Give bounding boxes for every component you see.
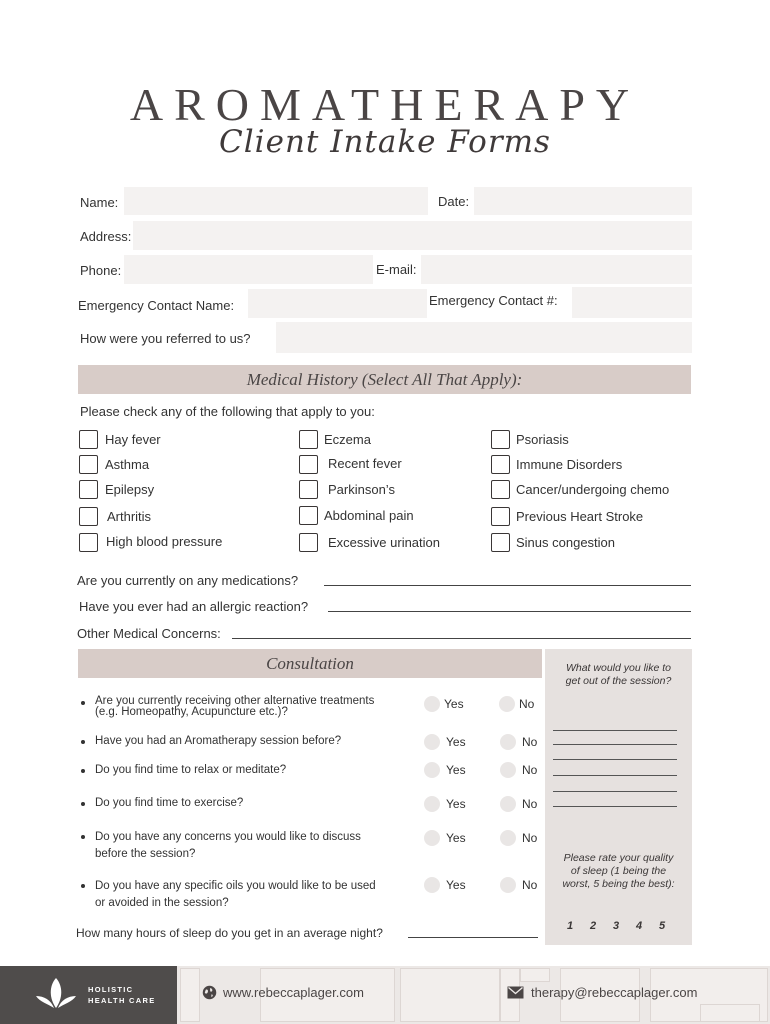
other-concerns-line[interactable]: [232, 638, 691, 639]
no-radio[interactable]: [500, 762, 516, 778]
consultation-title: Consultation: [266, 654, 354, 673]
rating-3[interactable]: 3: [613, 920, 620, 932]
no-label: No: [522, 878, 538, 892]
sleep-hours-line[interactable]: [408, 937, 538, 938]
checkbox-label: Parkinson’s: [328, 482, 395, 497]
footer-decoration-image-5: [180, 968, 200, 1022]
checkbox-immune-disorders[interactable]: [491, 455, 510, 474]
no-radio[interactable]: [500, 877, 516, 893]
yes-radio[interactable]: [424, 830, 440, 846]
medical-history-bar: [78, 365, 691, 394]
rating-question-line: of sleep (1 being the: [570, 865, 667, 877]
yes-label: Yes: [444, 697, 464, 711]
yes-radio[interactable]: [424, 734, 440, 750]
emergency-number-label: Emergency Contact #:: [429, 293, 558, 308]
goal-line-1[interactable]: [553, 730, 677, 731]
medications-line[interactable]: [324, 585, 691, 586]
checkbox-label: Cancer/undergoing chemo: [516, 482, 670, 497]
checkbox-label: Epilepsy: [105, 482, 155, 497]
checkbox-high-blood-pressure[interactable]: [79, 533, 98, 552]
no-label: No: [519, 697, 535, 711]
checkbox-label: Sinus congestion: [516, 535, 616, 550]
footer-decoration-image-7: [520, 968, 550, 982]
date-label: Date:: [438, 194, 470, 209]
checkbox-arthritis[interactable]: [79, 507, 98, 526]
rating-2[interactable]: 2: [590, 920, 597, 932]
rating-5[interactable]: 5: [659, 920, 666, 932]
address-label: Address:: [80, 229, 132, 244]
consultation-bar: [78, 649, 542, 678]
checkbox-label: Psoriasis: [516, 432, 569, 447]
question-line: Are you currently receiving other alternative treatments: [95, 695, 375, 707]
yes-label: Yes: [446, 831, 466, 845]
address-field[interactable]: [133, 221, 692, 250]
bullet: [81, 835, 85, 839]
yes-label: Yes: [446, 763, 466, 777]
question-line: before the session?: [95, 848, 196, 860]
checkbox-label: Abdominal pain: [324, 508, 414, 523]
checkbox-label: Arthritis: [107, 509, 152, 524]
checkbox-excessive-urination[interactable]: [299, 533, 318, 552]
no-radio[interactable]: [500, 734, 516, 750]
checkbox-parkinsons[interactable]: [299, 480, 318, 499]
question-line: or avoided in the session?: [95, 897, 229, 909]
checkbox-hay-fever[interactable]: [79, 430, 98, 449]
rating-4[interactable]: 4: [636, 920, 643, 932]
yes-radio[interactable]: [424, 877, 440, 893]
rating-1[interactable]: 1: [567, 920, 574, 932]
no-radio[interactable]: [500, 830, 516, 846]
question-line: Do you have any specific oils you would like to be used: [95, 880, 376, 892]
medications-label: Are you currently on any medications?: [77, 573, 299, 588]
medical-history-title: Medical History (Select All That Apply):: [246, 370, 523, 389]
checkbox-label: Hay fever: [105, 432, 161, 447]
referral-label: How were you referred to us?: [80, 331, 251, 346]
checkbox-eczema[interactable]: [299, 430, 318, 449]
brand-line: HOLISTIC: [88, 985, 134, 994]
phone-field[interactable]: [124, 255, 373, 284]
goal-line-3[interactable]: [553, 759, 677, 760]
allergic-label: Have you ever had an allergic reaction?: [79, 599, 309, 614]
checkbox-heart-stroke[interactable]: [491, 507, 510, 526]
goal-line-2[interactable]: [553, 744, 677, 745]
lotus-logo-icon: [34, 974, 78, 1014]
yes-label: Yes: [446, 735, 466, 749]
checkbox-psoriasis[interactable]: [491, 430, 510, 449]
checkbox-label: Asthma: [105, 457, 150, 472]
goal-question-line: What would you like to: [565, 662, 672, 674]
sleep-rating-question: [545, 852, 692, 891]
yes-radio[interactable]: [424, 796, 440, 812]
allergic-line[interactable]: [328, 611, 691, 612]
rating-question-line: worst, 5 being the best):: [562, 878, 675, 890]
mail-icon: [507, 986, 524, 999]
question-alternative-treatments: [95, 696, 425, 718]
checkbox-abdominal-pain[interactable]: [299, 506, 318, 525]
bullet: [81, 802, 85, 806]
emergency-name-label: Emergency Contact Name:: [78, 298, 235, 313]
consultation-sidebar: [545, 649, 692, 945]
goal-line-6[interactable]: [553, 806, 677, 807]
no-label: No: [522, 797, 538, 811]
no-radio[interactable]: [499, 696, 515, 712]
bullet: [81, 701, 85, 705]
yes-label: Yes: [446, 878, 466, 892]
goal-line-5[interactable]: [553, 791, 677, 792]
sleep-hours-label: How many hours of sleep do you get in an average night?: [76, 926, 383, 940]
checkbox-label: Recent fever: [328, 456, 402, 471]
bullet: [81, 740, 85, 744]
no-label: No: [522, 763, 538, 777]
name-label: Name:: [80, 195, 119, 210]
yes-label: Yes: [446, 797, 466, 811]
checkbox-label: Eczema: [324, 432, 371, 447]
question-line: (e.g. Homeopathy, Acupuncture etc.)?: [95, 706, 288, 718]
brand-name: [88, 984, 156, 1006]
checkbox-recent-fever[interactable]: [299, 455, 318, 474]
date-field[interactable]: [474, 187, 692, 215]
no-radio[interactable]: [500, 796, 516, 812]
checkbox-sinus-congestion[interactable]: [491, 533, 510, 552]
checkbox-cancer[interactable]: [491, 480, 510, 499]
emergency-number-field[interactable]: [572, 287, 692, 318]
goal-question: [545, 662, 692, 688]
question-line: Do you have any concerns you would like to discuss: [95, 831, 361, 843]
question-specific-oils: [95, 878, 415, 912]
emergency-name-field[interactable]: [248, 289, 427, 318]
yes-radio[interactable]: [424, 762, 440, 778]
question-concerns: [95, 829, 415, 863]
question-previous-session: Have you had an Aromatherapy session before?: [95, 735, 342, 747]
website-link[interactable]: www.rebeccaplager.com: [223, 985, 364, 1000]
checkbox-label: Previous Heart Stroke: [516, 509, 644, 524]
question-relax-meditate: Do you find time to relax or meditate?: [95, 764, 287, 776]
yes-radio[interactable]: [424, 696, 440, 712]
globe-icon: [202, 985, 217, 1000]
checkbox-label: Immune Disorders: [516, 457, 623, 472]
brand-line: HEALTH CARE: [88, 996, 156, 1005]
checkbox-label: Excessive urination: [328, 535, 440, 550]
no-label: No: [522, 831, 538, 845]
other-concerns-label: Other Medical Concerns:: [77, 626, 221, 641]
checkbox-epilepsy[interactable]: [79, 480, 98, 499]
email-label: E-mail:: [376, 262, 417, 277]
medical-instruction: Please check any of the following that apply to you:: [80, 404, 375, 419]
email-link[interactable]: therapy@rebeccaplager.com: [531, 985, 698, 1000]
footer-decoration-image-2: [400, 968, 500, 1022]
bullet: [81, 884, 85, 888]
phone-label: Phone:: [80, 263, 122, 278]
goal-line-4[interactable]: [553, 775, 677, 776]
footer-decoration-image-8: [700, 1004, 760, 1022]
name-field[interactable]: [124, 187, 428, 215]
email-field[interactable]: [421, 255, 692, 284]
checkbox-asthma[interactable]: [79, 455, 98, 474]
referral-field[interactable]: [276, 322, 692, 353]
rating-question-line: Please rate your quality: [563, 852, 674, 864]
no-label: No: [522, 735, 538, 749]
checkbox-label: High blood pressure: [106, 534, 223, 549]
form-subtitle: Client Intake Forms: [219, 124, 551, 160]
goal-question-line: get out of the session?: [565, 675, 672, 687]
bullet: [81, 769, 85, 773]
form-title: AROMATHERAPY: [129, 79, 641, 130]
question-exercise: Do you find time to exercise?: [95, 797, 244, 809]
